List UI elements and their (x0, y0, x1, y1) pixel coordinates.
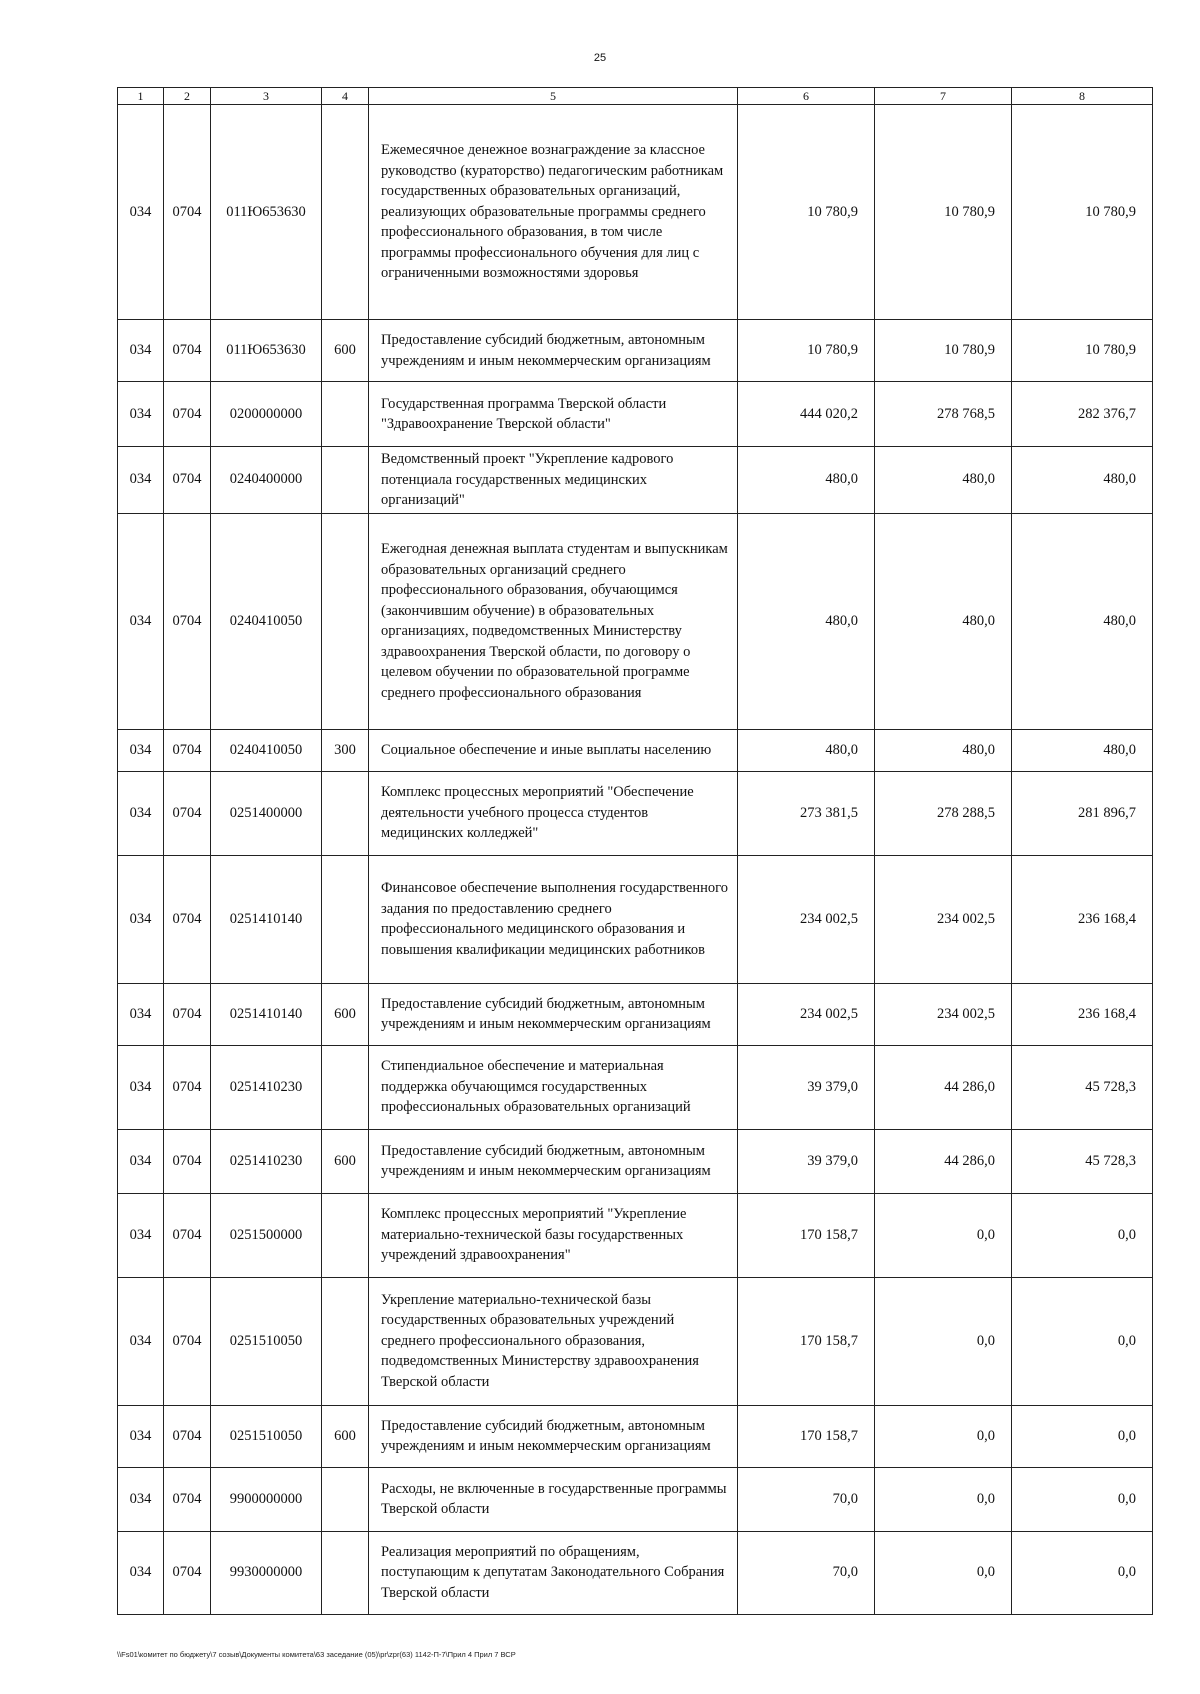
amount-col-8-cell: 236 168,4 (1012, 983, 1153, 1045)
amount-col-8-cell: 480,0 (1012, 513, 1153, 729)
target-article-code-cell: 0251410140 (211, 855, 322, 983)
table-row (118, 1193, 1153, 1277)
amount-col-7-cell: 0,0 (875, 1193, 1012, 1277)
amount-col-6-cell: 234 002,5 (738, 983, 875, 1045)
amount-col-8-cell: 0,0 (1012, 1467, 1153, 1531)
amount-col-8-cell: 0,0 (1012, 1193, 1153, 1277)
amount-col-7-cell: 44 286,0 (875, 1045, 1012, 1129)
expense-type-code-cell (322, 855, 369, 983)
item-name-cell: Комплекс процессных мероприятий "Укрепление материально-технической базы государственных учреждений здравоохранения" (369, 1193, 738, 1277)
target-article-code-cell: 011Ю653630 (211, 320, 322, 382)
amount-col-7-cell: 10 780,9 (875, 105, 1012, 320)
target-article-code-cell: 0251500000 (211, 1193, 322, 1277)
column-header-8: 8 (1012, 88, 1153, 105)
amount-col-6-cell: 480,0 (738, 447, 875, 514)
table-row (118, 447, 1153, 514)
kvsr-code-cell: 034 (118, 1129, 164, 1193)
kvsr-code-cell: 034 (118, 1531, 164, 1614)
target-article-code-cell: 0240400000 (211, 447, 322, 514)
amount-col-7-cell: 234 002,5 (875, 855, 1012, 983)
section-code-cell: 0704 (164, 447, 211, 514)
amount-col-6-cell: 170 158,7 (738, 1277, 875, 1405)
expense-type-code-cell (322, 1193, 369, 1277)
table-body (118, 105, 1153, 1615)
amount-col-7-cell: 10 780,9 (875, 320, 1012, 382)
amount-col-7-cell: 0,0 (875, 1277, 1012, 1405)
section-code-cell: 0704 (164, 513, 211, 729)
expense-type-code-cell (322, 513, 369, 729)
amount-col-8-cell: 0,0 (1012, 1405, 1153, 1467)
table-row (118, 105, 1153, 320)
amount-col-6-cell: 170 158,7 (738, 1193, 875, 1277)
item-name-cell: Ведомственный проект "Укрепление кадрового потенциала государственных медицинских организаций" (369, 447, 738, 514)
column-header-7: 7 (875, 88, 1012, 105)
expense-type-code-cell: 600 (322, 320, 369, 382)
page-number: 25 (593, 52, 607, 64)
kvsr-code-cell: 034 (118, 771, 164, 855)
section-code-cell: 0704 (164, 1405, 211, 1467)
kvsr-code-cell: 034 (118, 1277, 164, 1405)
table-row (118, 1467, 1153, 1531)
target-article-code-cell: 0251400000 (211, 771, 322, 855)
item-name-cell: Стипендиальное обеспечение и материальная поддержка обучающимся государственных профессиональных образовательных организаций (369, 1045, 738, 1129)
column-header-2: 2 (164, 88, 211, 105)
amount-col-7-cell: 234 002,5 (875, 983, 1012, 1045)
column-header-6: 6 (738, 88, 875, 105)
kvsr-code-cell: 034 (118, 983, 164, 1045)
item-name-cell: Расходы, не включенные в государственные программы Тверской области (369, 1467, 738, 1531)
expense-type-code-cell (322, 1045, 369, 1129)
section-code-cell: 0704 (164, 1531, 211, 1614)
section-code-cell: 0704 (164, 1467, 211, 1531)
footer-file-path: \\Fs01\комитет по бюджету\7 созыв\Документы комитета\63 заседание (05)\pr\zpr(63) 1142-П-7\Прил 4 Прил 7 ВСР (117, 1650, 516, 1659)
amount-col-7-cell: 278 768,5 (875, 382, 1012, 447)
target-article-code-cell: 0240410050 (211, 729, 322, 771)
expense-type-code-cell (322, 1531, 369, 1614)
kvsr-code-cell: 034 (118, 513, 164, 729)
amount-col-7-cell: 278 288,5 (875, 771, 1012, 855)
target-article-code-cell: 0251510050 (211, 1405, 322, 1467)
kvsr-code-cell: 034 (118, 1193, 164, 1277)
table-row (118, 320, 1153, 382)
target-article-code-cell: 9900000000 (211, 1467, 322, 1531)
kvsr-code-cell: 034 (118, 1045, 164, 1129)
target-article-code-cell: 0240410050 (211, 513, 322, 729)
kvsr-code-cell: 034 (118, 855, 164, 983)
section-code-cell: 0704 (164, 1129, 211, 1193)
amount-col-6-cell: 10 780,9 (738, 105, 875, 320)
table-row (118, 382, 1153, 447)
header-row (118, 88, 1153, 105)
table-row (118, 771, 1153, 855)
amount-col-6-cell: 39 379,0 (738, 1045, 875, 1129)
kvsr-code-cell: 034 (118, 447, 164, 514)
table-row (118, 1405, 1153, 1467)
target-article-code-cell: 0251510050 (211, 1277, 322, 1405)
expense-type-code-cell (322, 382, 369, 447)
column-header-5: 5 (369, 88, 738, 105)
kvsr-code-cell: 034 (118, 1405, 164, 1467)
table-row (118, 1129, 1153, 1193)
column-header-4: 4 (322, 88, 369, 105)
item-name-cell: Реализация мероприятий по обращениям, поступающим к депутатам Законодательного Собрания Тверской области (369, 1531, 738, 1614)
kvsr-code-cell: 034 (118, 729, 164, 771)
section-code-cell: 0704 (164, 320, 211, 382)
table-row (118, 983, 1153, 1045)
expense-type-code-cell (322, 105, 369, 320)
amount-col-6-cell: 39 379,0 (738, 1129, 875, 1193)
section-code-cell: 0704 (164, 983, 211, 1045)
item-name-cell: Ежегодная денежная выплата студентам и выпускникам образовательных организаций среднего профессионального образования, обучающимся (закончившим обучение) в образовательных организациях, подведомственных Министерству здравоохранения Тверской области, по договору о целевом обучении по образовательной программе среднего профессионального образования (369, 513, 738, 729)
section-code-cell: 0704 (164, 382, 211, 447)
amount-col-8-cell: 0,0 (1012, 1531, 1153, 1614)
item-name-cell: Предоставление субсидий бюджетным, автономным учреждениям и иным некоммерческим организациям (369, 983, 738, 1045)
item-name-cell: Укрепление материально-технической базы государственных образовательных учреждений среднего профессионального образования, подведомственных Министерству здравоохранения Тверской области (369, 1277, 738, 1405)
item-name-cell: Предоставление субсидий бюджетным, автономным учреждениям и иным некоммерческим организациям (369, 320, 738, 382)
table-row (118, 855, 1153, 983)
target-article-code-cell: 0251410230 (211, 1045, 322, 1129)
kvsr-code-cell: 034 (118, 1467, 164, 1531)
amount-col-6-cell: 480,0 (738, 729, 875, 771)
amount-col-7-cell: 480,0 (875, 447, 1012, 514)
kvsr-code-cell: 034 (118, 382, 164, 447)
expense-type-code-cell: 600 (322, 1405, 369, 1467)
amount-col-7-cell: 0,0 (875, 1405, 1012, 1467)
expense-type-code-cell (322, 1467, 369, 1531)
amount-col-7-cell: 0,0 (875, 1467, 1012, 1531)
amount-col-8-cell: 282 376,7 (1012, 382, 1153, 447)
target-article-code-cell: 9930000000 (211, 1531, 322, 1614)
target-article-code-cell: 0251410140 (211, 983, 322, 1045)
amount-col-6-cell: 273 381,5 (738, 771, 875, 855)
section-code-cell: 0704 (164, 1045, 211, 1129)
section-code-cell: 0704 (164, 1193, 211, 1277)
item-name-cell: Предоставление субсидий бюджетным, автономным учреждениям и иным некоммерческим организациям (369, 1405, 738, 1467)
amount-col-8-cell: 45 728,3 (1012, 1129, 1153, 1193)
table-row (118, 729, 1153, 771)
amount-col-8-cell: 45 728,3 (1012, 1045, 1153, 1129)
amount-col-7-cell: 0,0 (875, 1531, 1012, 1614)
amount-col-8-cell: 480,0 (1012, 447, 1153, 514)
amount-col-8-cell: 0,0 (1012, 1277, 1153, 1405)
table-row (118, 513, 1153, 729)
item-name-cell: Комплекс процессных мероприятий "Обеспечение деятельности учебного процесса студентов медицинских колледжей" (369, 771, 738, 855)
target-article-code-cell: 011Ю653630 (211, 105, 322, 320)
target-article-code-cell: 0200000000 (211, 382, 322, 447)
amount-col-6-cell: 444 020,2 (738, 382, 875, 447)
section-code-cell: 0704 (164, 729, 211, 771)
expense-type-code-cell (322, 447, 369, 514)
section-code-cell: 0704 (164, 855, 211, 983)
amount-col-6-cell: 234 002,5 (738, 855, 875, 983)
amount-col-7-cell: 480,0 (875, 729, 1012, 771)
item-name-cell: Ежемесячное денежное вознаграждение за классное руководство (кураторство) педагогическим работникам государственных образовательных организаций, реализующих образовательные программы среднего профессионального образования, в том числе программы профессионального обучения для лиц с ограниченными возможностями здоровья (369, 105, 738, 320)
amount-col-6-cell: 480,0 (738, 513, 875, 729)
section-code-cell: 0704 (164, 771, 211, 855)
table-row (118, 1531, 1153, 1614)
expense-type-code-cell: 600 (322, 1129, 369, 1193)
amount-col-8-cell: 480,0 (1012, 729, 1153, 771)
amount-col-8-cell: 281 896,7 (1012, 771, 1153, 855)
table-row (118, 1045, 1153, 1129)
amount-col-6-cell: 70,0 (738, 1531, 875, 1614)
expense-type-code-cell (322, 1277, 369, 1405)
section-code-cell: 0704 (164, 105, 211, 320)
expense-type-code-cell: 600 (322, 983, 369, 1045)
amount-col-7-cell: 480,0 (875, 513, 1012, 729)
amount-col-8-cell: 10 780,9 (1012, 105, 1153, 320)
table-row (118, 1277, 1153, 1405)
amount-col-6-cell: 170 158,7 (738, 1405, 875, 1467)
item-name-cell: Социальное обеспечение и иные выплаты населению (369, 729, 738, 771)
kvsr-code-cell: 034 (118, 320, 164, 382)
amount-col-6-cell: 70,0 (738, 1467, 875, 1531)
item-name-cell: Государственная программа Тверской области "Здравоохранение Тверской области" (369, 382, 738, 447)
column-header-1: 1 (118, 88, 164, 105)
amount-col-7-cell: 44 286,0 (875, 1129, 1012, 1193)
expense-type-code-cell: 300 (322, 729, 369, 771)
section-code-cell: 0704 (164, 1277, 211, 1405)
item-name-cell: Финансовое обеспечение выполнения государственного задания по предоставлению среднего профессионального медицинского образования и повышения квалификации медицинских работников (369, 855, 738, 983)
budget-table (117, 87, 1153, 1615)
kvsr-code-cell: 034 (118, 105, 164, 320)
expense-type-code-cell (322, 771, 369, 855)
amount-col-8-cell: 236 168,4 (1012, 855, 1153, 983)
amount-col-8-cell: 10 780,9 (1012, 320, 1153, 382)
budget-table-container (117, 87, 1152, 1615)
item-name-cell: Предоставление субсидий бюджетным, автономным учреждениям и иным некоммерческим организациям (369, 1129, 738, 1193)
target-article-code-cell: 0251410230 (211, 1129, 322, 1193)
amount-col-6-cell: 10 780,9 (738, 320, 875, 382)
column-header-3: 3 (211, 88, 322, 105)
